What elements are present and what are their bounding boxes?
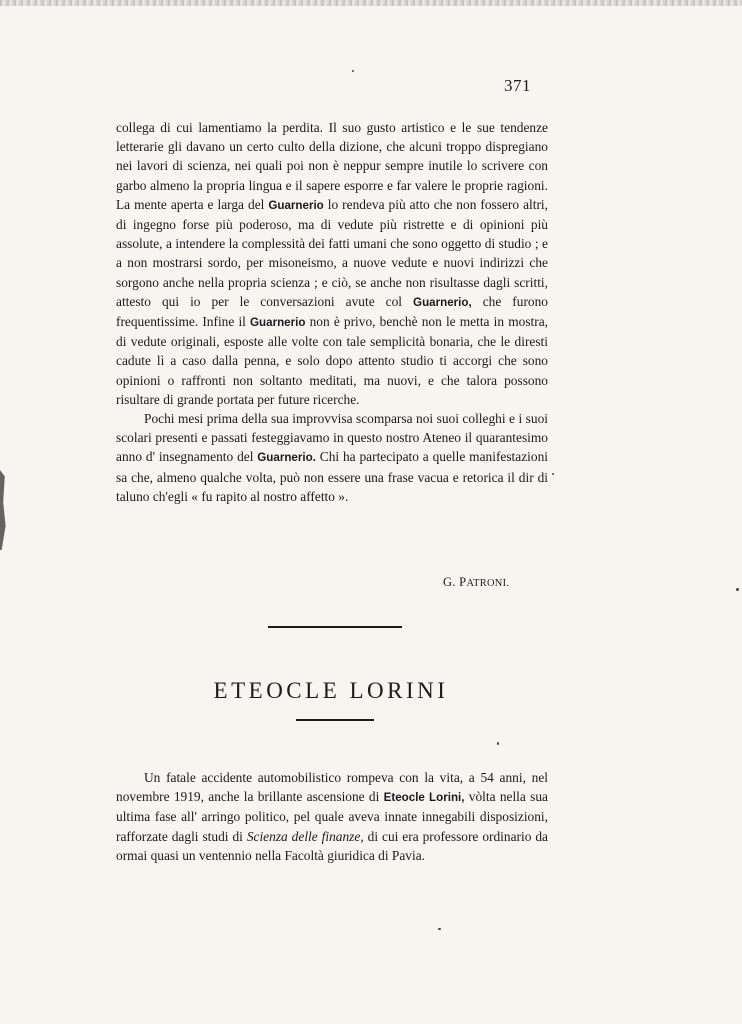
title-underline xyxy=(296,719,374,721)
section-title: ETEOCLE LORINI xyxy=(213,678,449,703)
obituary-guarnerio-ending xyxy=(116,118,548,506)
paragraph-1: collega di cui lamentiamo la perdita. Il suo gusto artistico e le sue tendenze letterarie gli davano un certo culto della dizione, che alcuni troppo dispregiano nei lavori di scienza, nei quali poi non è neppur sempre inutile lo scrivere con garbo almeno la propria lingua e il sapere esporre e far valere le proprie ragioni. La mente aperta e larga del Guarnerio lo rendeva più atto che non fossero altri, di ingegno forse più poderoso, ma di vedute più ristrette e di opinioni più assolute, a intendere la complessità dei fatti umani che sono oggetto di studio ; e a non mostrarsi sordo, per misoneismo, a nuove vedute e nuovi indirizzi che sorgono anche nella propria scienza ; e ciò, se anche non risultasse dagli scritti, attesto qui io per le conversazioni avute col Guarnerio, che furono frequentissime. Infine il Guarnerio non è privo, benchè non le metta in mostra, di vedute originali, esposte alle volte con tale semplicità bonaria, che le diresti cadute lì a caso dalla penna, e solo dopo attento studio ti accorgi che sono opinioni o raffronti non soltanto meditati, ma nuovi, e che talora possono risultare di grande portata per future ricerche. xyxy=(116,120,548,407)
scan-speck xyxy=(552,473,554,475)
scan-left-edge-mark xyxy=(0,470,8,550)
name-guarnerio: Guarnerio, xyxy=(413,295,472,309)
paragraph-2: Pochi mesi prima della sua improvvisa scomparsa noi suoi colleghi e i suoi scolari presenti e passati festeggiavamo in questo nostro Ateneo il quarantesimo anno d' insegnamento del Guarnerio. Chi ha partecipato a quelle manifestazioni sa che, almeno qualche volta, può non essere una frase vacua e retorica il dir di taluno ch'egli « fu rapito al nostro affetto ». xyxy=(116,411,548,504)
name-guarnerio: Guarnerio. xyxy=(257,451,316,465)
obituary-lorini-opening xyxy=(116,768,548,865)
scan-speck xyxy=(438,928,441,930)
name-guarnerio: Guarnerio xyxy=(250,316,306,330)
paragraph-3: Un fatale accidente automobilistico rompeva con la vita, a 54 anni, nel novembre 1919, anche la brillante ascensione di Eteocle Lorini, vòlta nella sua ultima fase all' arringo politico, pel quale aveva innate innegabili disposizioni, rafforzate dagli studi di Scienza delle finanze, di cui era professore ordinario da ormai quasi un ventennio nella Facoltà giuridica di Pavia. xyxy=(116,770,548,863)
name-lorini: Eteocle Lorini, xyxy=(383,791,465,805)
page-number: 371 xyxy=(504,76,531,95)
scan-speck xyxy=(352,70,354,72)
name-guarnerio: Guarnerio xyxy=(268,198,324,212)
scan-speck xyxy=(736,588,739,591)
section-divider xyxy=(268,626,402,628)
scan-top-edge xyxy=(0,0,742,6)
author-signature: G. PATRONI. xyxy=(443,575,510,589)
scan-speck xyxy=(497,742,499,745)
subject-name: Scienza delle finanze, xyxy=(246,828,364,844)
